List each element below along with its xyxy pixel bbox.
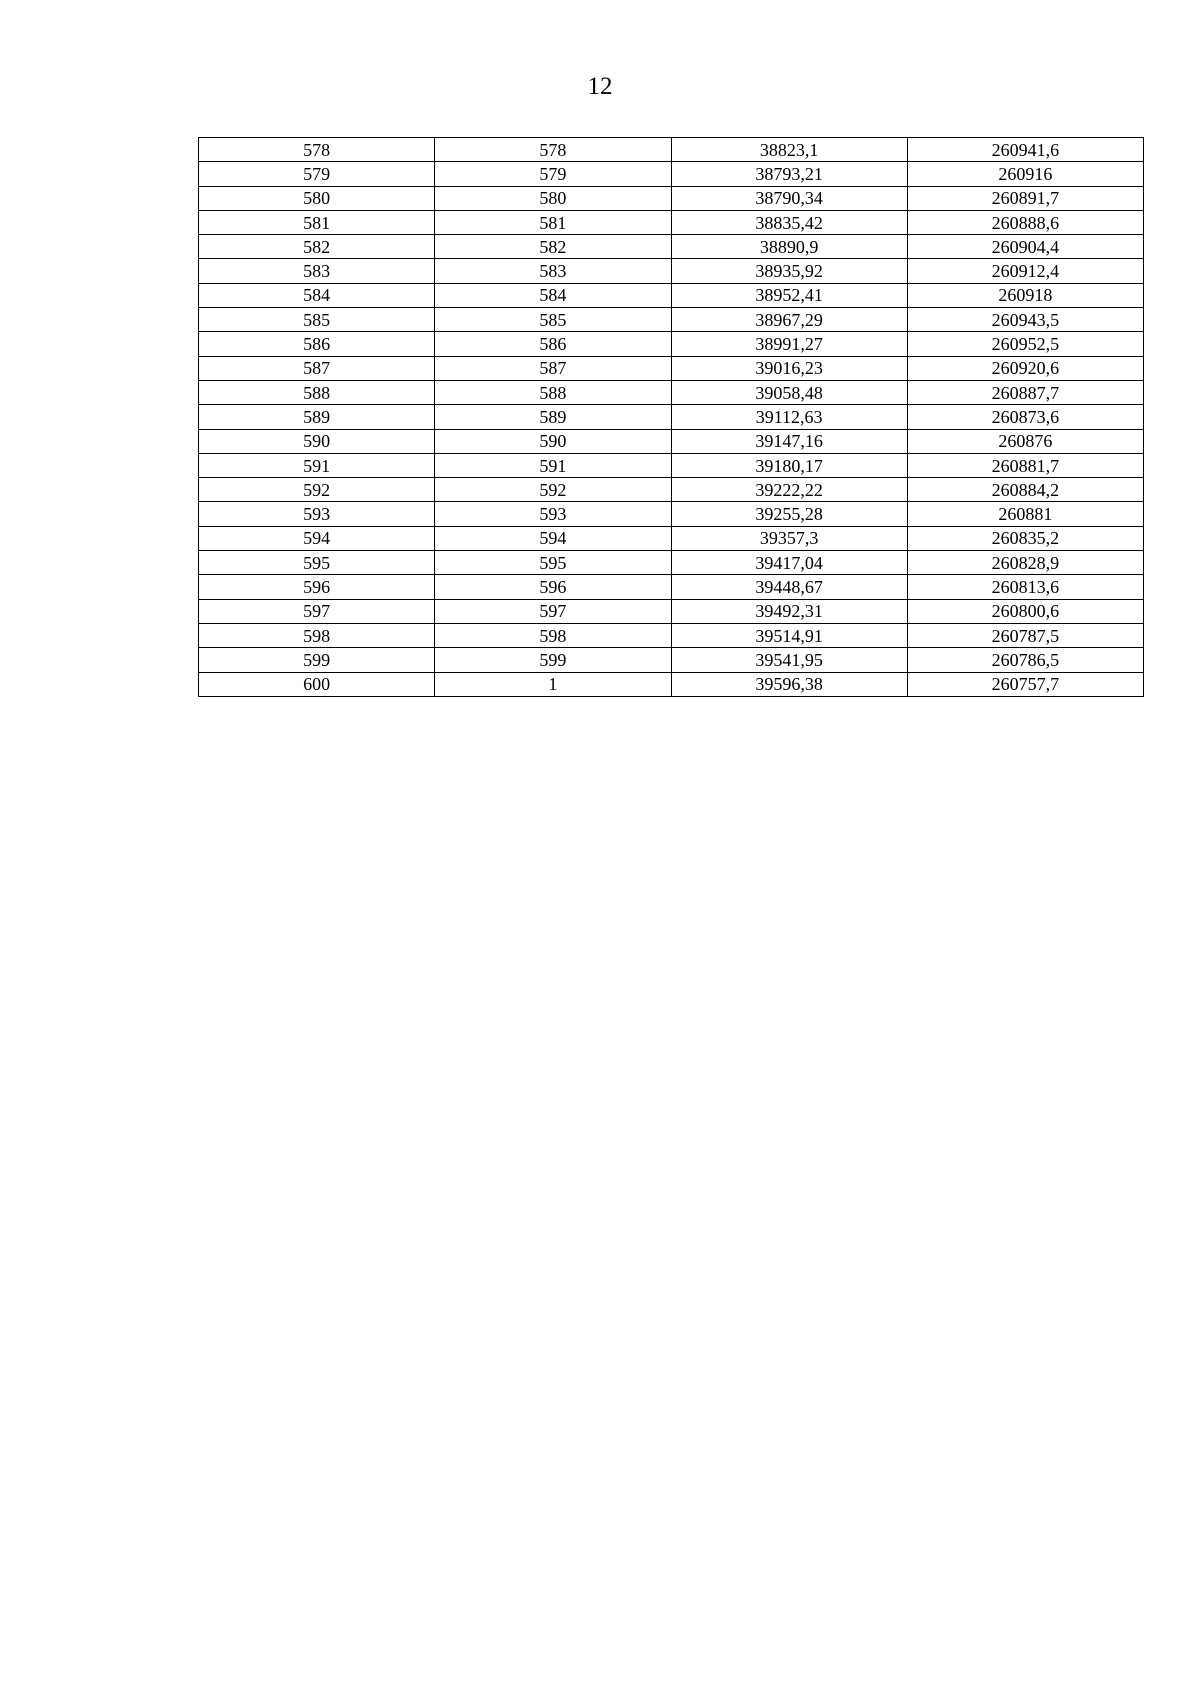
y-coordinate-cell: 260891,7 <box>907 186 1143 210</box>
x-coordinate-cell: 39514,91 <box>671 623 907 647</box>
x-coordinate-cell: 39492,31 <box>671 599 907 623</box>
ordinal-number-cell: 592 <box>435 478 671 502</box>
ordinal-number-cell: 587 <box>435 356 671 380</box>
y-coordinate-cell: 260884,2 <box>907 478 1143 502</box>
table-row <box>199 672 1144 696</box>
x-coordinate-cell: 38835,42 <box>671 210 907 234</box>
ordinal-number-cell: 594 <box>435 526 671 550</box>
table-row <box>199 235 1144 259</box>
ordinal-number-cell: 589 <box>435 405 671 429</box>
x-coordinate-cell: 39180,17 <box>671 453 907 477</box>
page-number: 12 <box>587 73 613 100</box>
point-number-cell: 597 <box>199 599 435 623</box>
table-row <box>199 356 1144 380</box>
table-row <box>199 210 1144 234</box>
x-coordinate-cell: 39448,67 <box>671 575 907 599</box>
table-row <box>199 623 1144 647</box>
x-coordinate-cell: 38967,29 <box>671 308 907 332</box>
ordinal-number-cell: 582 <box>435 235 671 259</box>
y-coordinate-cell: 260887,7 <box>907 380 1143 404</box>
x-coordinate-cell: 39112,63 <box>671 405 907 429</box>
x-coordinate-cell: 39016,23 <box>671 356 907 380</box>
y-coordinate-cell: 260943,5 <box>907 308 1143 332</box>
y-coordinate-cell: 260828,9 <box>907 551 1143 575</box>
y-coordinate-cell: 260920,6 <box>907 356 1143 380</box>
point-number-cell: 587 <box>199 356 435 380</box>
x-coordinate-cell: 38790,34 <box>671 186 907 210</box>
ordinal-number-cell: 579 <box>435 162 671 186</box>
ordinal-number-cell: 593 <box>435 502 671 526</box>
ordinal-number-cell: 597 <box>435 599 671 623</box>
point-number-cell: 592 <box>199 478 435 502</box>
point-number-cell: 581 <box>199 210 435 234</box>
ordinal-number-cell: 596 <box>435 575 671 599</box>
y-coordinate-cell: 260835,2 <box>907 526 1143 550</box>
point-number-cell: 580 <box>199 186 435 210</box>
ordinal-number-cell: 583 <box>435 259 671 283</box>
ordinal-number-cell: 599 <box>435 648 671 672</box>
x-coordinate-cell: 38793,21 <box>671 162 907 186</box>
y-coordinate-cell: 260918 <box>907 283 1143 307</box>
y-coordinate-cell: 260881,7 <box>907 453 1143 477</box>
table-row <box>199 526 1144 550</box>
x-coordinate-cell: 38935,92 <box>671 259 907 283</box>
point-number-cell: 584 <box>199 283 435 307</box>
y-coordinate-cell: 260800,6 <box>907 599 1143 623</box>
y-coordinate-cell: 260952,5 <box>907 332 1143 356</box>
x-coordinate-cell: 39255,28 <box>671 502 907 526</box>
point-number-cell: 600 <box>199 672 435 696</box>
point-number-cell: 589 <box>199 405 435 429</box>
x-coordinate-cell: 39541,95 <box>671 648 907 672</box>
table-row <box>199 138 1144 162</box>
point-number-cell: 578 <box>199 138 435 162</box>
y-coordinate-cell: 260757,7 <box>907 672 1143 696</box>
ordinal-number-cell: 588 <box>435 380 671 404</box>
ordinal-number-cell: 581 <box>435 210 671 234</box>
y-coordinate-cell: 260912,4 <box>907 259 1143 283</box>
x-coordinate-cell: 38823,1 <box>671 138 907 162</box>
ordinal-number-cell: 578 <box>435 138 671 162</box>
y-coordinate-cell: 260787,5 <box>907 623 1143 647</box>
coordinates-table <box>198 137 1144 697</box>
ordinal-number-cell: 580 <box>435 186 671 210</box>
table-row <box>199 259 1144 283</box>
table-row <box>199 599 1144 623</box>
table-row <box>199 575 1144 599</box>
x-coordinate-cell: 39058,48 <box>671 380 907 404</box>
point-number-cell: 595 <box>199 551 435 575</box>
point-number-cell: 586 <box>199 332 435 356</box>
ordinal-number-cell: 586 <box>435 332 671 356</box>
point-number-cell: 582 <box>199 235 435 259</box>
y-coordinate-cell: 260941,6 <box>907 138 1143 162</box>
ordinal-number-cell: 591 <box>435 453 671 477</box>
point-number-cell: 596 <box>199 575 435 599</box>
table-body <box>199 138 1144 697</box>
table-row <box>199 283 1144 307</box>
ordinal-number-cell: 595 <box>435 551 671 575</box>
table-row <box>199 186 1144 210</box>
table-row <box>199 478 1144 502</box>
point-number-cell: 591 <box>199 453 435 477</box>
table-row <box>199 308 1144 332</box>
x-coordinate-cell: 38890,9 <box>671 235 907 259</box>
table-row <box>199 162 1144 186</box>
point-number-cell: 599 <box>199 648 435 672</box>
ordinal-number-cell: 590 <box>435 429 671 453</box>
y-coordinate-cell: 260904,4 <box>907 235 1143 259</box>
point-number-cell: 594 <box>199 526 435 550</box>
point-number-cell: 598 <box>199 623 435 647</box>
table-row <box>199 429 1144 453</box>
point-number-cell: 593 <box>199 502 435 526</box>
y-coordinate-cell: 260881 <box>907 502 1143 526</box>
x-coordinate-cell: 39222,22 <box>671 478 907 502</box>
y-coordinate-cell: 260888,6 <box>907 210 1143 234</box>
y-coordinate-cell: 260876 <box>907 429 1143 453</box>
x-coordinate-cell: 39596,38 <box>671 672 907 696</box>
point-number-cell: 590 <box>199 429 435 453</box>
x-coordinate-cell: 39357,3 <box>671 526 907 550</box>
x-coordinate-cell: 38991,27 <box>671 332 907 356</box>
table-row <box>199 648 1144 672</box>
ordinal-number-cell: 585 <box>435 308 671 332</box>
table-row <box>199 502 1144 526</box>
ordinal-number-cell: 598 <box>435 623 671 647</box>
table-row <box>199 551 1144 575</box>
ordinal-number-cell: 1 <box>435 672 671 696</box>
point-number-cell: 579 <box>199 162 435 186</box>
table-row <box>199 332 1144 356</box>
x-coordinate-cell: 39147,16 <box>671 429 907 453</box>
y-coordinate-cell: 260916 <box>907 162 1143 186</box>
y-coordinate-cell: 260813,6 <box>907 575 1143 599</box>
table-row <box>199 380 1144 404</box>
table-row <box>199 405 1144 429</box>
point-number-cell: 588 <box>199 380 435 404</box>
point-number-cell: 585 <box>199 308 435 332</box>
y-coordinate-cell: 260786,5 <box>907 648 1143 672</box>
y-coordinate-cell: 260873,6 <box>907 405 1143 429</box>
x-coordinate-cell: 39417,04 <box>671 551 907 575</box>
ordinal-number-cell: 584 <box>435 283 671 307</box>
x-coordinate-cell: 38952,41 <box>671 283 907 307</box>
point-number-cell: 583 <box>199 259 435 283</box>
table-row <box>199 453 1144 477</box>
